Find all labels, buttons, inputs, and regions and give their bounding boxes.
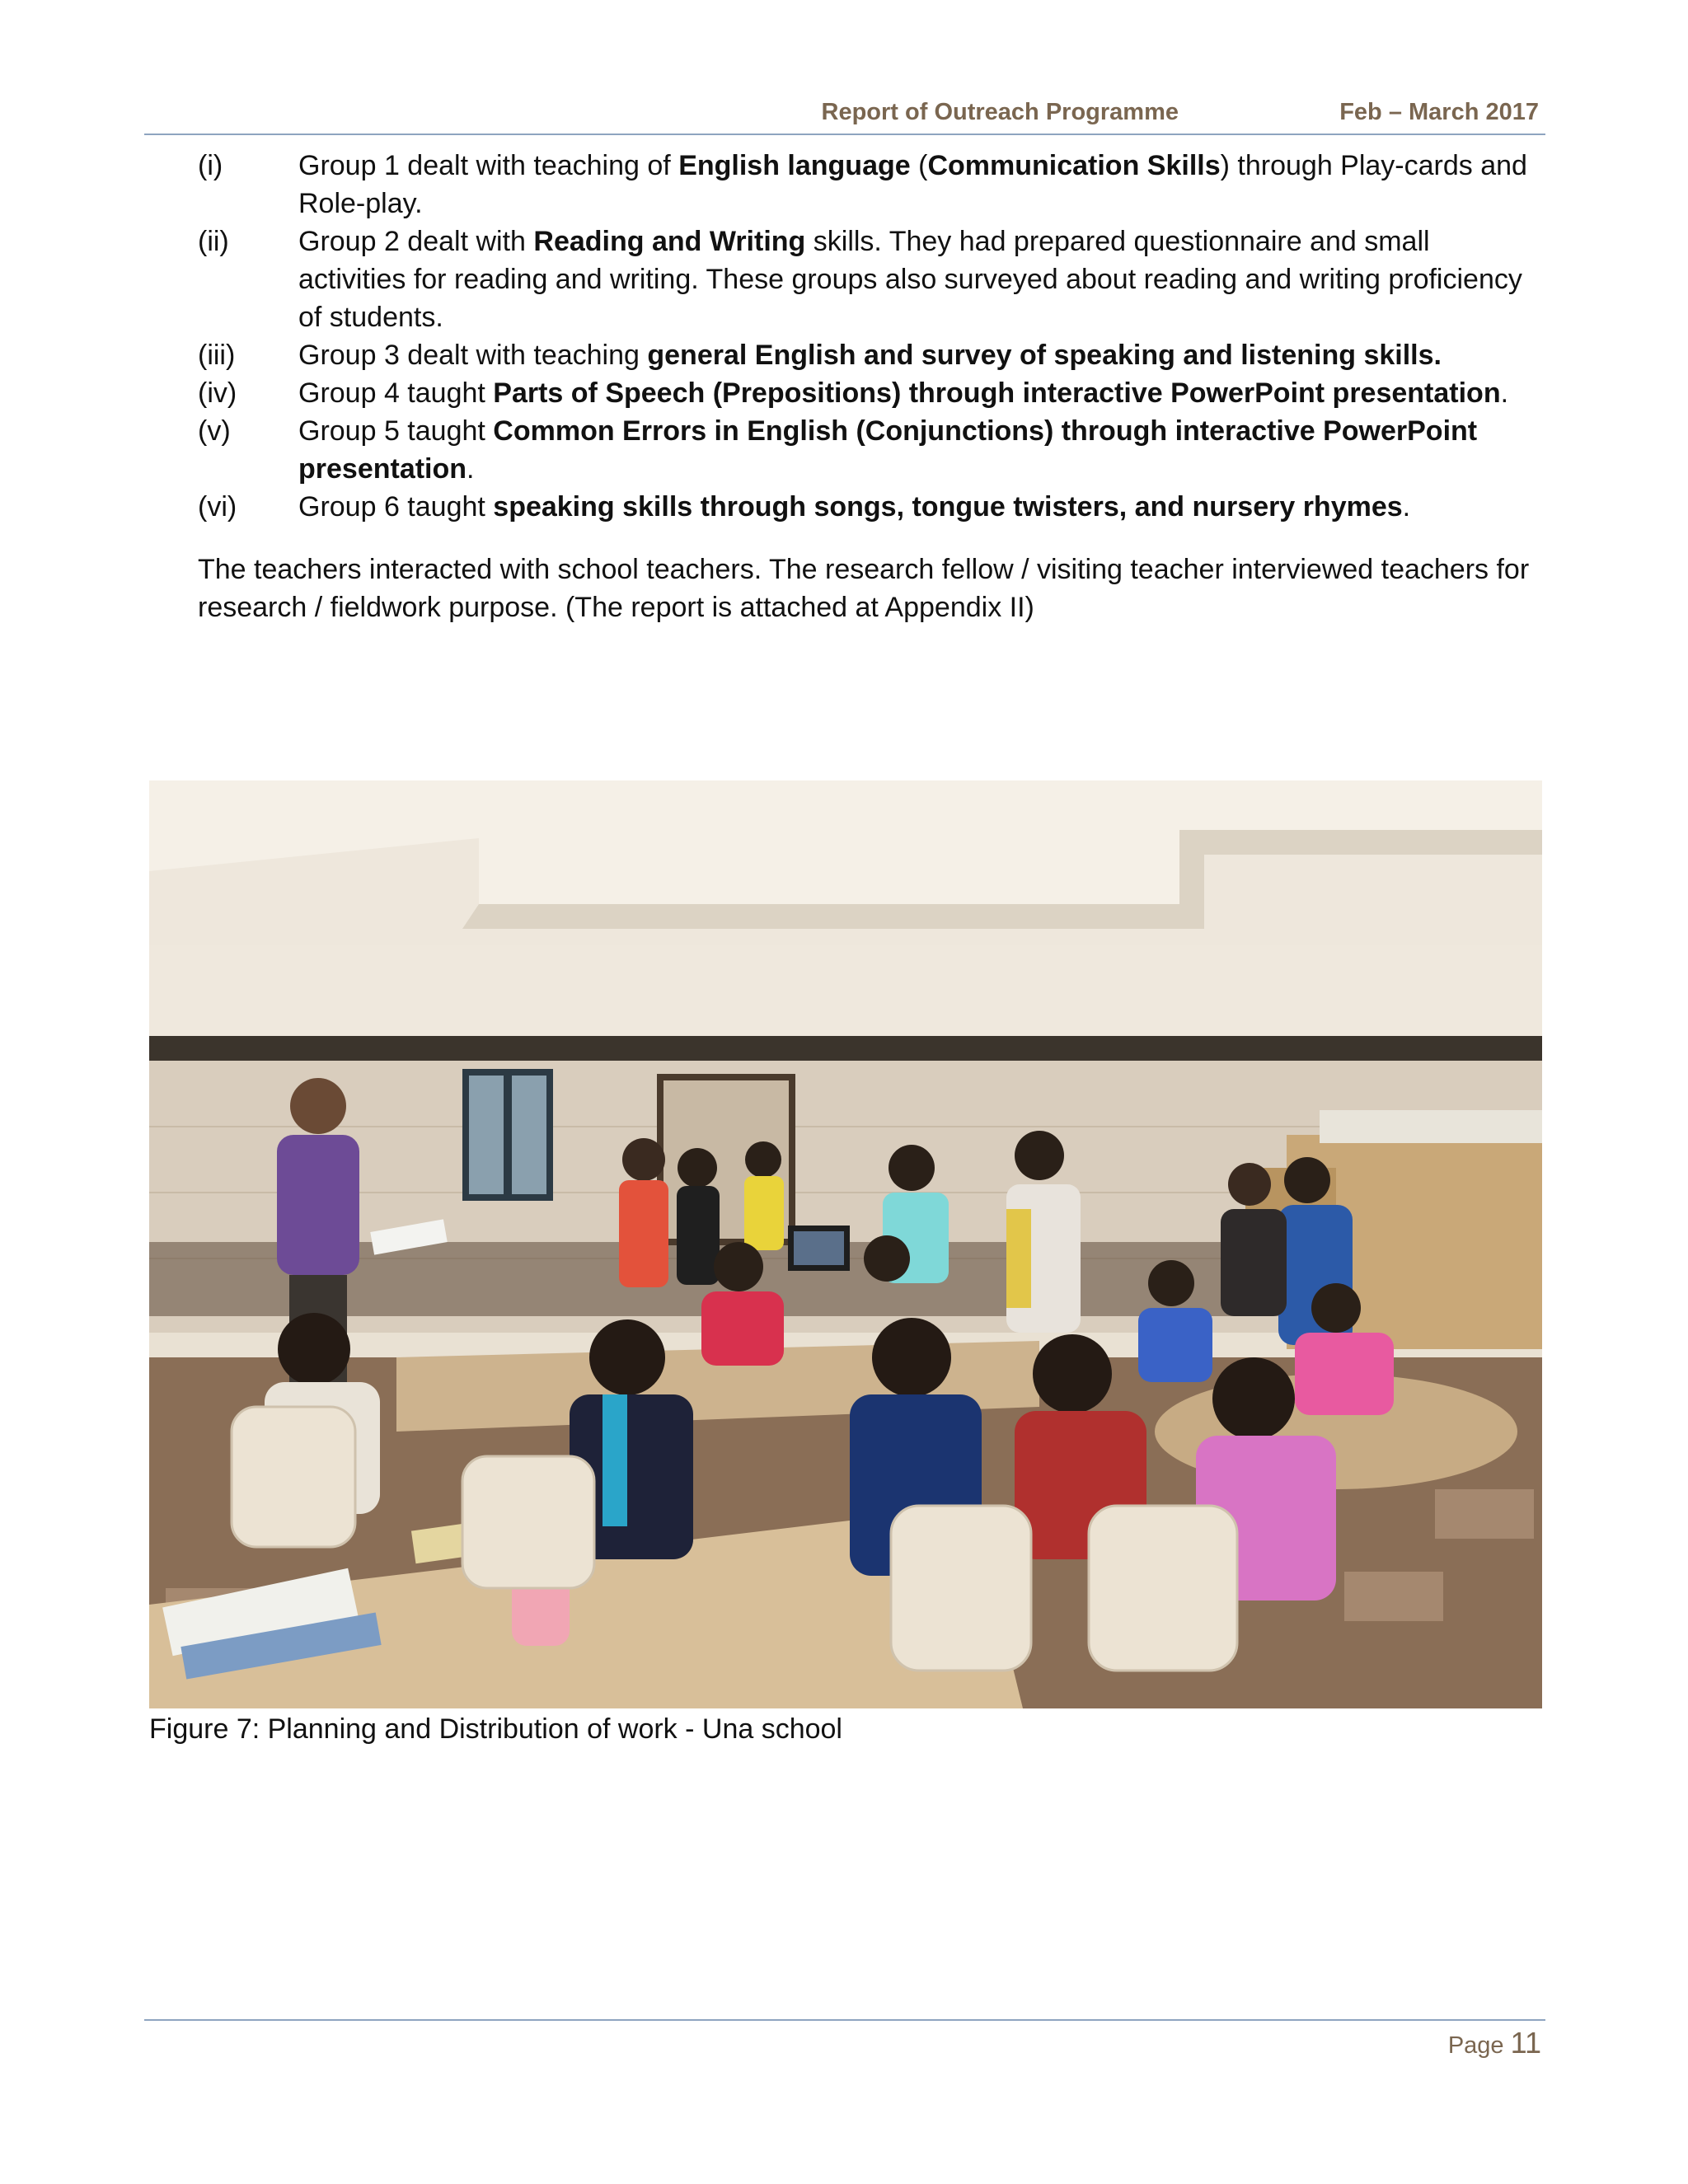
report-title: Report of Outreach Programme [821, 99, 1179, 125]
page-label: Page [1447, 2032, 1504, 2059]
page-number: 11 [1510, 2026, 1541, 2060]
list-item [198, 223, 1533, 336]
list-item-number: (vi) [198, 491, 237, 523]
bold-text: general English and survey of speaking and listening skills. [647, 340, 1442, 371]
text: Group 1 dealt with teaching of [298, 150, 679, 181]
bold-text: speaking skills through songs, tongue twisters, and nursery rhymes [493, 491, 1403, 523]
classroom-photo-illustration [149, 780, 1542, 1708]
text: . [1500, 377, 1509, 409]
text: . [467, 453, 475, 485]
list-item-number: (iii) [198, 340, 236, 371]
text: ( [910, 150, 928, 181]
footer-rule [144, 2019, 1545, 2021]
list-item [198, 412, 1533, 488]
bold-text: Communication Skills [927, 150, 1221, 181]
text: ) through Play-cards and Role-play. [298, 150, 1527, 219]
figure-caption: Figure 7: Planning and Distribution of work - Una school [149, 1713, 842, 1745]
text: Group 5 taught [298, 415, 494, 447]
report-dates: Feb – March 2017 [1339, 99, 1539, 125]
text: Group 4 taught [298, 377, 494, 409]
bold-text: English language [678, 150, 911, 181]
list-item-number: (v) [198, 415, 231, 447]
bold-text: Parts of Speech (Prepositions) through interactive PowerPoint presentation [493, 377, 1501, 409]
body-paragraph: The teachers interacted with school teachers. The research fellow / visiting teacher interviewed teachers for research / fieldwork purpose. (The report is attached at Appendix II) [198, 554, 1530, 623]
page-header [144, 97, 1545, 135]
list-item [198, 336, 1533, 374]
list-item-number: (iv) [198, 377, 237, 409]
list-item [198, 488, 1533, 526]
text: Group 2 dealt with [298, 226, 534, 257]
text: skills. They had prepared questionnaire and small activities for reading and writing. These groups also surveyed about reading and writing proficiency of students. [298, 226, 1522, 333]
text: Group 3 dealt with teaching [298, 340, 648, 371]
classroom-photo [149, 780, 1542, 1708]
group-list [198, 147, 1533, 526]
list-item [198, 374, 1533, 412]
bold-text: Common Errors in English (Conjunctions) through interactive PowerPoint presentation [298, 415, 1478, 485]
list-item-number: (i) [198, 150, 223, 181]
page-footer [1448, 2026, 1541, 2060]
text: . [1402, 491, 1411, 523]
list-item [198, 147, 1533, 223]
bold-text: Reading and Writing [533, 226, 806, 257]
text: Group 6 taught [298, 491, 494, 523]
list-item-number: (ii) [198, 226, 229, 257]
